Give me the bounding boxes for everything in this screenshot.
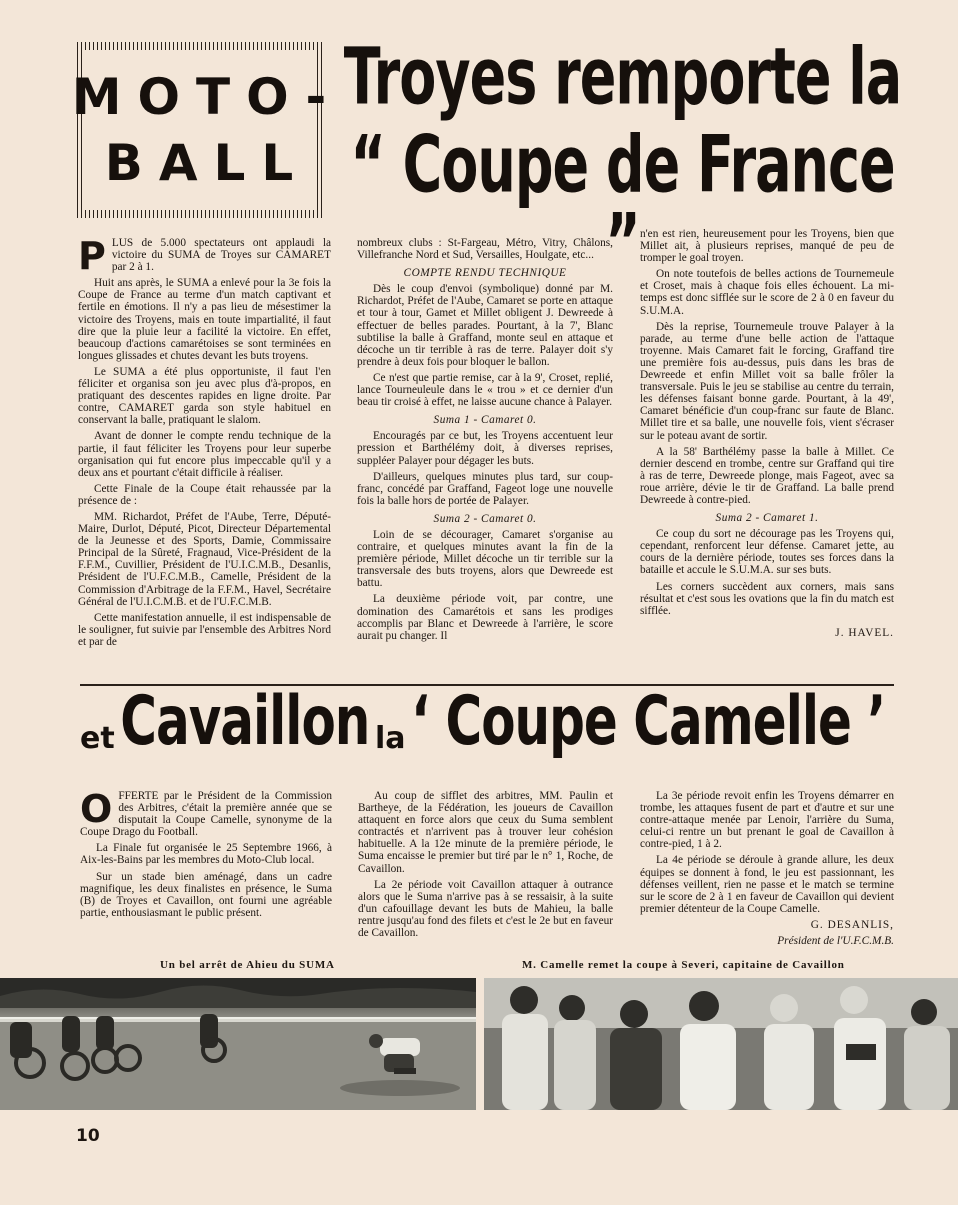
- article1-score-line: Suma 2 - Camaret 1.: [715, 512, 819, 525]
- moto-ball-line-1: MOTO-: [71, 68, 343, 126]
- article1-lead-paragraph: PLUS de 5.000 spectateurs ont applaudi la victoire du SUMA de Troyes sur CAMARET par 2 à 1.: [78, 234, 331, 278]
- article1-paragraph: On note toutefois de belles actions de Tournemeule et Croset, mais à chaque fois elles échouent. La mi-temps est donc sifflée sur le score de 2 à 0 en faveur du S.U.M.A.: [640, 268, 894, 317]
- headline-troyes-line-1: Troyes remporte la: [343, 30, 902, 123]
- article1-paragraph: Loin de se décourager, Camaret s'organise au contraire, et quelques minutes avant la fin de la première période, Millet décoche un tir terrible sur la transversale des buts troyens, alors que Dewreede est battu.: [357, 528, 613, 590]
- article1-signature: J. HAVEL.: [835, 626, 894, 639]
- article2-signature-title: Président de l'U.F.C.M.B.: [777, 935, 894, 948]
- article2-paragraph: La 4e période se déroule à grande allure, les deux équipes se donnent à fond, le jeu est passionnant, les défenses veillent, rien ne passe et le match se termine sur le score de 2 à 1 en faveur de Cavaillon qui devient premier détenteur de la Coupe Camelle.: [640, 854, 894, 915]
- photo-motoball-action-drawing: [0, 978, 476, 1110]
- headline-cavaillon: [80, 681, 900, 760]
- article1-paragraph: Huit ans après, le SUMA a enlevé pour la 3e fois la Coupe de France au terme d'un match captivant et fertile en émotions. Il n'y a pas lieu de mésestimer la victoire des Troyens, mais en toute impartialité, il faut dire que la pluie leur a facilité la victoire. En effet, beaucoup d'actions camarétoises se sont terminées en longues glissades et chutes devant les buts troyens.: [78, 277, 331, 362]
- article1-paragraph: Les corners succèdent aux corners, mais sans résultat et c'est sous les ovations que la fin du match est sifflée.: [640, 580, 894, 617]
- page-number: 10: [76, 1126, 100, 1146]
- article1-paragraph: Avant de donner le compte rendu technique de la partie, il faut féliciter les Troyens pour leur superbe organisation qui fut encore plus impeccable qu'il y a deux ans et pourtant c'était difficile à réaliser.: [78, 430, 331, 479]
- article1-score-line: Suma 1 - Camaret 0.: [433, 414, 537, 427]
- article2-signature: G. DESANLIS,: [810, 918, 894, 931]
- article1-column-1: [78, 234, 331, 652]
- headline-troyes-line-2: “ Coupe de France ”: [350, 118, 895, 289]
- article2-dropcap: O: [80, 787, 113, 831]
- article1-paragraph: Cette manifestation annuelle, il est indispensable de le souligner, fut suivie par l'ensemble des Arbitres Nord et par de: [78, 611, 331, 648]
- article1-paragraph: Le SUMA a été plus opportuniste, il faut l'en féliciter et organisa son jeu avec plus d'à-propos, en pratiquant des descentes rapides en ligne droite. Par contre, CAMARET garda son style habituel en conservant la balle, pratiquant le slalom.: [78, 365, 331, 427]
- article1-paragraph: Cette Finale de la Coupe était rehaussée par la présence de :: [78, 482, 331, 507]
- article2-column-3: [640, 790, 894, 951]
- headline-cavaillon-name: Cavaillon: [120, 681, 370, 760]
- article1-column-3: [640, 228, 894, 643]
- headline-cavaillon-mid: la: [374, 721, 406, 756]
- article1-paragraph: A la 58' Barthélémy passe la balle à Millet. Ce dernier descend en trombe, centre sur Graffand qui tire à ras de terre, Dewreede plonge, mais Fageot, avec sa roue arrière, dévie le tir de Graffand. La balle prend Dewreede à contre-pied.: [640, 445, 894, 506]
- article1-paragraph: n'en est rien, heureusement pour les Troyens, bien que Millet ait, à plusieurs reprises, manqué de peu de tromper le goal troyen.: [640, 228, 894, 265]
- photo-motoball-action: [0, 978, 476, 1110]
- photo-caption-right: M. Camelle remet la coupe à Severi, capitaine de Cavaillon: [522, 959, 845, 971]
- article1-paragraph: Ce coup du sort ne décourage pas les Troyens qui, cependant, renforcent leur défense. Camaret jette, au cours de la dernière période, toutes ses forces dans la bataille et accule le S.U.M.A. sur ses buts.: [640, 528, 894, 577]
- article1-paragraph: Ce n'est que partie remise, car à la 9', Croset, replié, lance Tourneuleule dans le « trou » et ce dernier d'un beau tir croisé à effet, ne laisse aucune chance à Palayer.: [357, 371, 613, 409]
- article2-paragraph: Sur un stade bien aménagé, dans un cadre magnifique, les deux finalistes en présence, le Suma (B) de Troyes et Cavaillon, ont fourni une agréable partie, enthousiasmant le public présent.: [80, 870, 332, 919]
- article2-paragraph: La Finale fut organisée le 25 Septembre 1966, à Aix-les-Bains par les membres du Moto-Club local.: [80, 842, 332, 867]
- article1-paragraph: D'ailleurs, quelques minutes plus tard, sur coup-franc, concédé par Graffand, Fageot loge une nouvelle fois la balle hors de portée de Palayer.: [357, 470, 613, 507]
- headline-cavaillon-title: ‘ Coupe Camelle ’: [411, 681, 886, 760]
- headline-cavaillon-prefix: et: [80, 721, 115, 756]
- article2-paragraph: La 2e période voit Cavaillon attaquer à outrance alors que le Suma n'arrive pas à se ressaisir, à la suite d'un cafouillage devant les buts de Mahieu, la balle rentre jusqu'au fond des filets et c'est le 2e but en faveur de Cavaillon.: [358, 878, 613, 940]
- article1-column-2: [357, 237, 613, 646]
- article1-dropcap: P: [78, 234, 106, 278]
- article1-score-line: Suma 2 - Camaret 0.: [433, 512, 537, 525]
- article1-subheading: COMPTE RENDU TECHNIQUE: [403, 267, 567, 280]
- article1-paragraph: Encouragés par ce but, les Troyens accentuent leur pression et Barthélémy doit, à diverses reprises, suppléer Palayer pour dégager les buts.: [357, 430, 613, 467]
- article2-column-1: [80, 787, 332, 923]
- article1-paragraph: Dès la reprise, Tournemeule trouve Palayer à la parade, au terme d'une belle action de l'attaque troyenne. Mais Camaret fait le forcing, Graffand tire une première fois au-dessus, puis dans les bras de Dewreede et enfin Millet voit sa balle frôler la transversale. Puis le jeu se stabilise au centre du terrain, les défenses faisant bonne garde. Pourtant, à la 49', Camaret bénéficie d'un coup-franc sur faute de Blanc. Millet tire et sa balle, une nouvelle fois, vient s'écraser sur le poteau avant de sortir.: [640, 320, 894, 442]
- article2-column-2: [358, 790, 613, 943]
- article2-lead-paragraph: OFFERTE par le Président de la Commission des Arbitres, c'était la première année que se disputait la Coupe Camelle, synonyme de la Coupe Drago du Football.: [80, 787, 332, 839]
- photo-cup-presentation: [484, 978, 958, 1110]
- moto-ball-line-2: BALL: [104, 134, 310, 192]
- article2-paragraph: Au coup de sifflet des arbitres, MM. Paulin et Bartheye, de la Fédération, les joueurs de Cavaillon attaquent en force alors que ceux du Suma semblent contractés et n'arrivent pas à trouver leur cohésion habituelle. A la 12e minute de la première période, le Suma encaisse le premier but tiré par le n° 1, Roche, de Cavaillon.: [358, 790, 613, 875]
- article1-paragraph: nombreux clubs : St-Fargeau, Métro, Vitry, Châlons, Villefranche Nord et Sud, Versailles, Houlgate, etc...: [357, 237, 613, 262]
- article1-paragraph: Dès le coup d'envoi (symbolique) donné par M. Richardot, Préfet de l'Aube, Camaret se porte en attaque et tour à tour, Gamet et Millet obligent J. Dewreede à effectuer de belles parades. Pourtant, à la 7', Blanc subtilise la balle à Graffand, monte seul en attaque et décoche un tir terrible à ras de terre. Palayer doit s'y prendre à deux fois pour bloquer le ballon.: [357, 283, 613, 368]
- moto-ball-logo: [71, 42, 343, 218]
- article2-paragraph: La 3e période revoit enfin les Troyens démarrer en trombe, les attaques fusent de part et d'autre et sur une contre-attaque menée par Lenoir, l'arrière du Suma, celui-ci rentre un but prenant le goal de Cavaillon à contre-pied, 1 à 2.: [640, 790, 894, 851]
- photo-cup-presentation-drawing: [484, 978, 958, 1110]
- article1-paragraph: La deuxième période voit, par contre, une domination des Camarétois et sans les prodiges accomplis par Blanc et Dewreede à l'arrière, le score aurait pu changer. Il: [357, 593, 613, 642]
- photo-caption-left: Un bel arrêt de Ahieu du SUMA: [160, 959, 335, 971]
- article1-paragraph: MM. Richardot, Préfet de l'Aube, Terre, Député-Maire, Durlot, Député, Picot, Directeur Départemental de la Jeunesse et des Sports, Damie, Commissaire Principal de la Sûreté, Fragnaud, Vice-Président de la F.F.M., Cuvillier, Président de l'U.I.C.M.B., Desanlis, Président de l'U.F.C.M.B., Camelle, Président de la Commission d'Arbitrage de la F.F.M., Havel, Secrétaire Général de l'U.I.C.M.B. et de l'U.F.C.M.B.: [78, 510, 331, 608]
